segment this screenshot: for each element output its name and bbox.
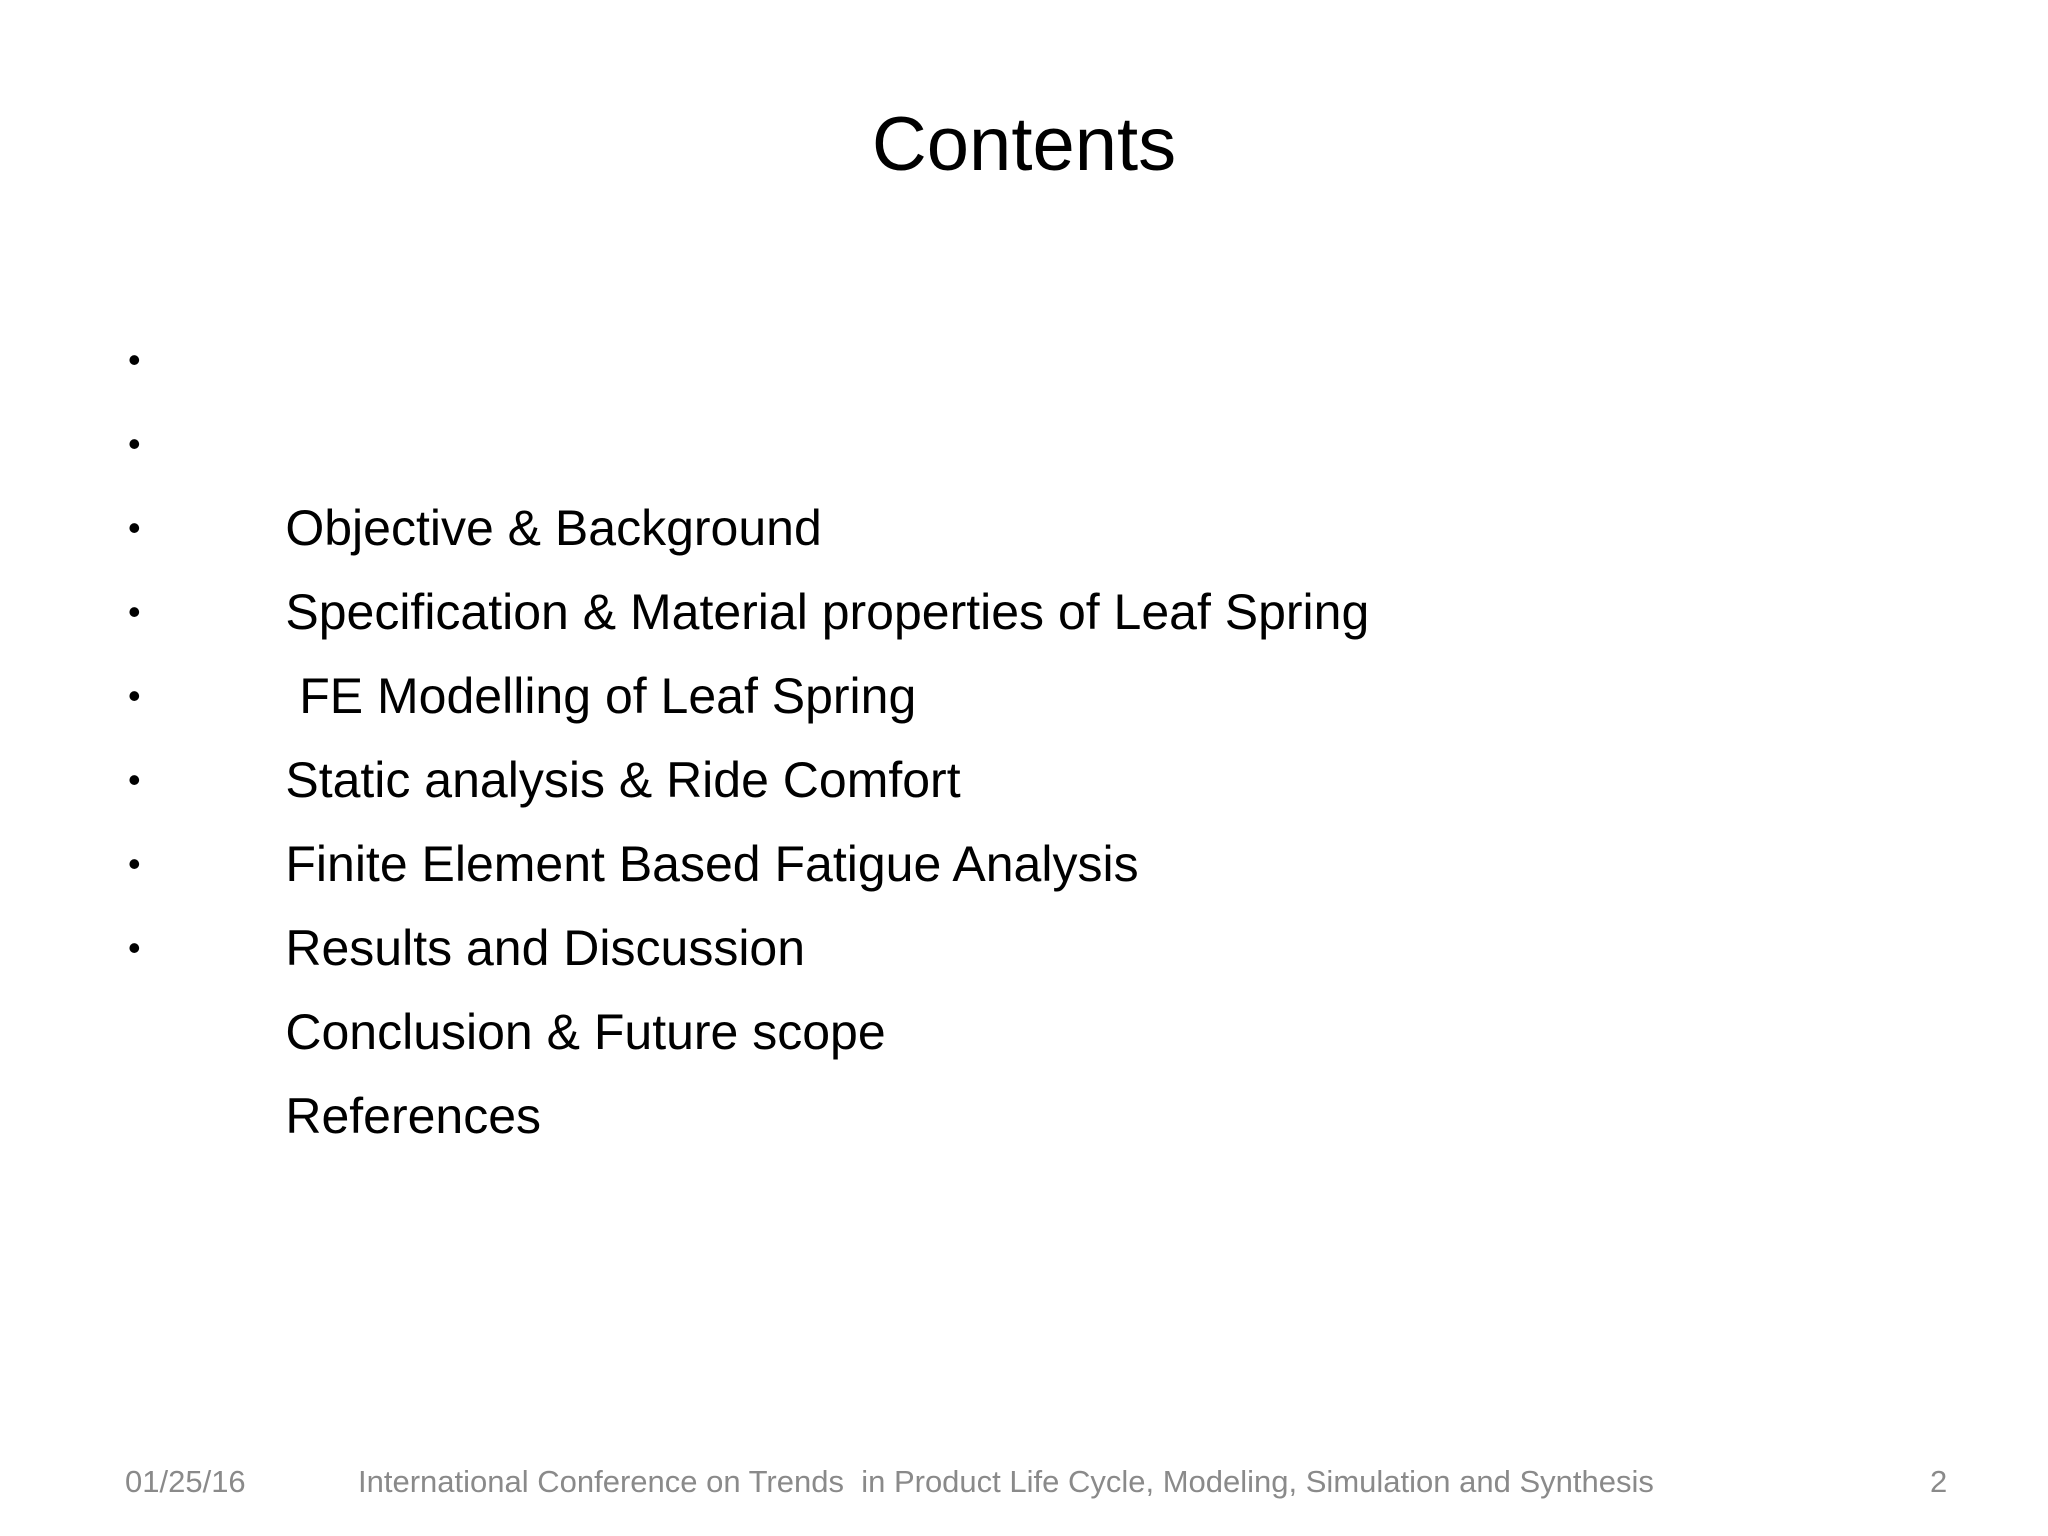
list-item-text: Results and Discussion bbox=[285, 920, 806, 976]
bullet-icon: • bbox=[128, 675, 141, 716]
list-item-text: References bbox=[285, 1088, 542, 1144]
list-item-text: Conclusion & Future scope bbox=[285, 1004, 886, 1060]
list-item bbox=[120, 318, 1369, 556]
footer-page-number: 2 bbox=[1930, 1464, 1948, 1499]
bullet-icon: • bbox=[128, 339, 141, 380]
list-item-text: Specification & Material properties of Leaf Spring bbox=[285, 584, 1370, 640]
bullet-icon: • bbox=[128, 507, 141, 548]
bullet-icon: • bbox=[128, 843, 141, 884]
slide-title: Contents bbox=[871, 102, 1177, 187]
list-item-text: FE Modelling of Leaf Spring bbox=[285, 668, 917, 724]
bullet-icon: • bbox=[128, 759, 141, 800]
bullet-icon: • bbox=[128, 591, 141, 632]
footer-date: 01/25/16 bbox=[125, 1464, 246, 1499]
bullet-icon: • bbox=[128, 927, 141, 968]
list-item-text: Static analysis & Ride Comfort bbox=[285, 752, 961, 808]
list-item-text: Objective & Background bbox=[285, 500, 822, 556]
list-item-text: Finite Element Based Fatigue Analysis bbox=[285, 836, 1139, 892]
footer-conference: International Conference on Trends in Product Life Cycle, Modeling, Simulation and Synthesis bbox=[358, 1464, 1654, 1499]
bullet-icon: • bbox=[128, 423, 141, 464]
contents-list bbox=[120, 318, 1370, 1144]
